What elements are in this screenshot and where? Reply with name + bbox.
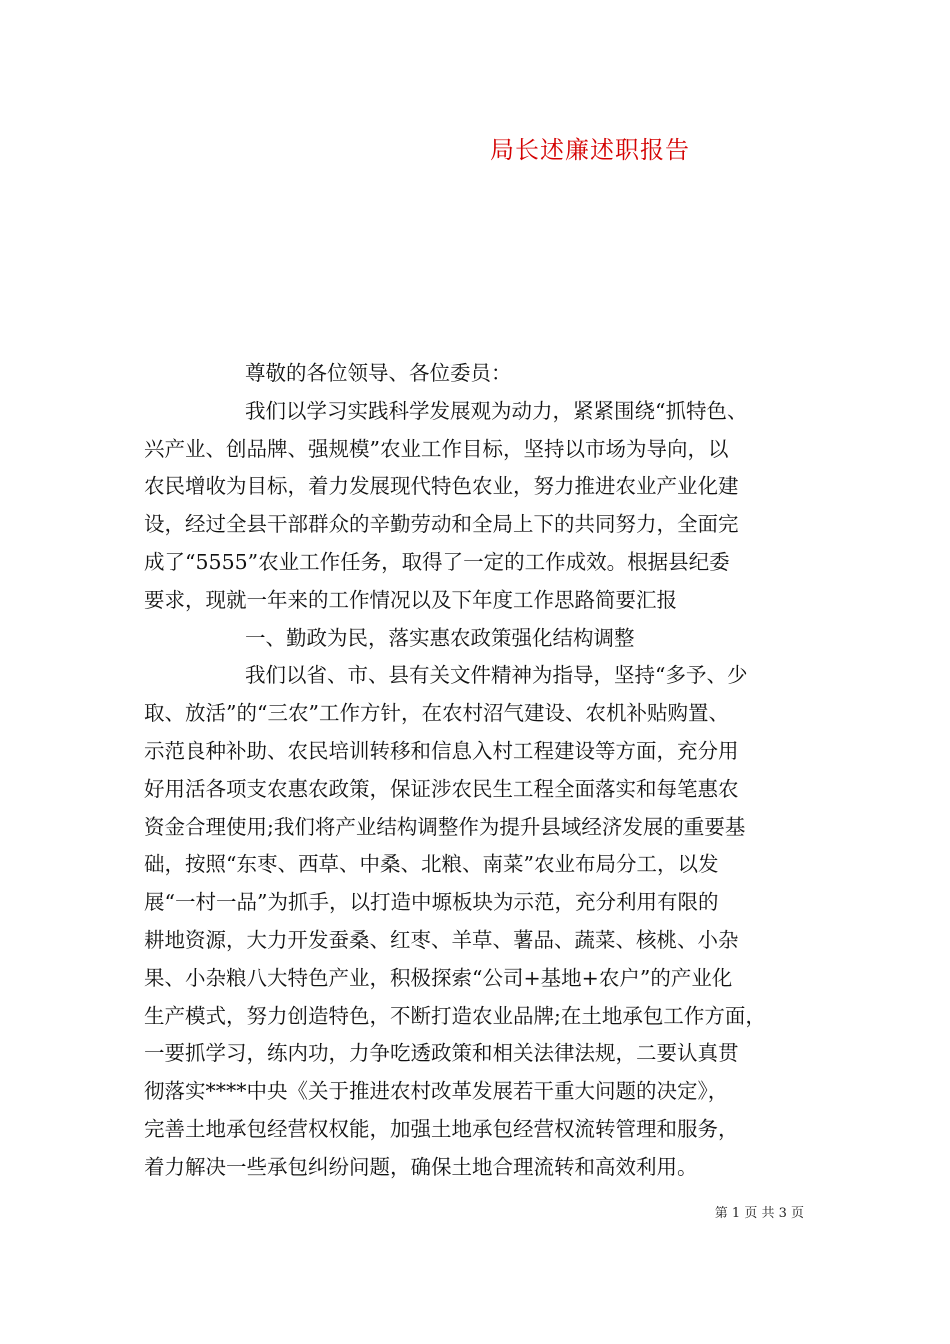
paragraph-line: 取、放活”的“三农”工作方针，在农村沼气建设、农机补贴购置、 xyxy=(144,701,729,726)
paragraph-line: 完善土地承包经营权权能，加强土地承包经营权流转管理和服务， xyxy=(144,1116,739,1141)
paragraph-line: 生产模式，努力创造特色，不断打造农业品牌;在土地承包工作方面， xyxy=(144,1003,766,1028)
paragraph-line: 我们以学习实践科学发展观为动力，紧紧围绕“抓特色、 xyxy=(245,398,748,423)
section-heading: 一、勤政为民，落实惠农政策强化结构调整 xyxy=(245,625,635,650)
paragraph-line: 设，经过全县干部群众的辛勤劳动和全局上下的共同努力，全面完 xyxy=(144,512,739,537)
paragraph-line: 耕地资源，大力开发蚕桑、红枣、羊草、薯品、蔬菜、核桃、小杂 xyxy=(144,927,739,952)
paragraph-line: 我们以省、市、县有关文件精神为指导，坚持“多予、少 xyxy=(245,663,748,688)
paragraph-line: 一要抓学习，练内功，力争吃透政策和相关法律法规，二要认真贯 xyxy=(144,1041,739,1066)
paragraph-line: 展“一村一品”为抓手，以打造中塬板块为示范，充分利用有限的 xyxy=(144,890,719,915)
paragraph-line: 要求，现就一年来的工作情况以及下年度工作思路简要汇报 xyxy=(144,587,677,612)
paragraph-line: 础，按照“东枣、西草、中桑、北粮、南菜”农业布局分工，以发 xyxy=(144,852,719,877)
document-body xyxy=(144,355,820,1187)
page-number-footer: 第 1 页 共 3 页 xyxy=(714,1206,804,1221)
paragraph-line: 成了“5555”农业工作任务，取得了一定的工作成效。根据县纪委 xyxy=(144,549,730,574)
paragraph-line: 好用活各项支农惠农政策，保证涉农民生工程全面落实和每笔惠农 xyxy=(144,776,739,801)
paragraph-line: 彻落实****中央《关于推进农村改革发展若干重大问题的决定》， xyxy=(144,1079,729,1104)
salutation-line: 尊敬的各位领导、各位委员： xyxy=(245,361,512,385)
paragraph-line: 兴产业、创品牌、强规模”农业工作目标，坚持以市场为导向，以 xyxy=(144,436,729,461)
paragraph-line: 资金合理使用;我们将产业结构调整作为提升县域经济发展的重要基 xyxy=(144,814,746,839)
paragraph-line: 示范良种补助、农民培训转移和信息入村工程建设等方面，充分用 xyxy=(144,738,739,763)
document-title: 局长述廉述职报告 xyxy=(490,136,690,164)
paragraph-line: 农民增收为目标，着力发展现代特色农业，努力推进农业产业化建 xyxy=(144,474,739,499)
paragraph-line: 着力解决一些承包纠纷问题，确保土地合理流转和高效利用。 xyxy=(144,1154,698,1179)
paragraph-line: 果、小杂粮八大特色产业，积极探索“公司+基地+农户”的产业化 xyxy=(144,965,733,990)
